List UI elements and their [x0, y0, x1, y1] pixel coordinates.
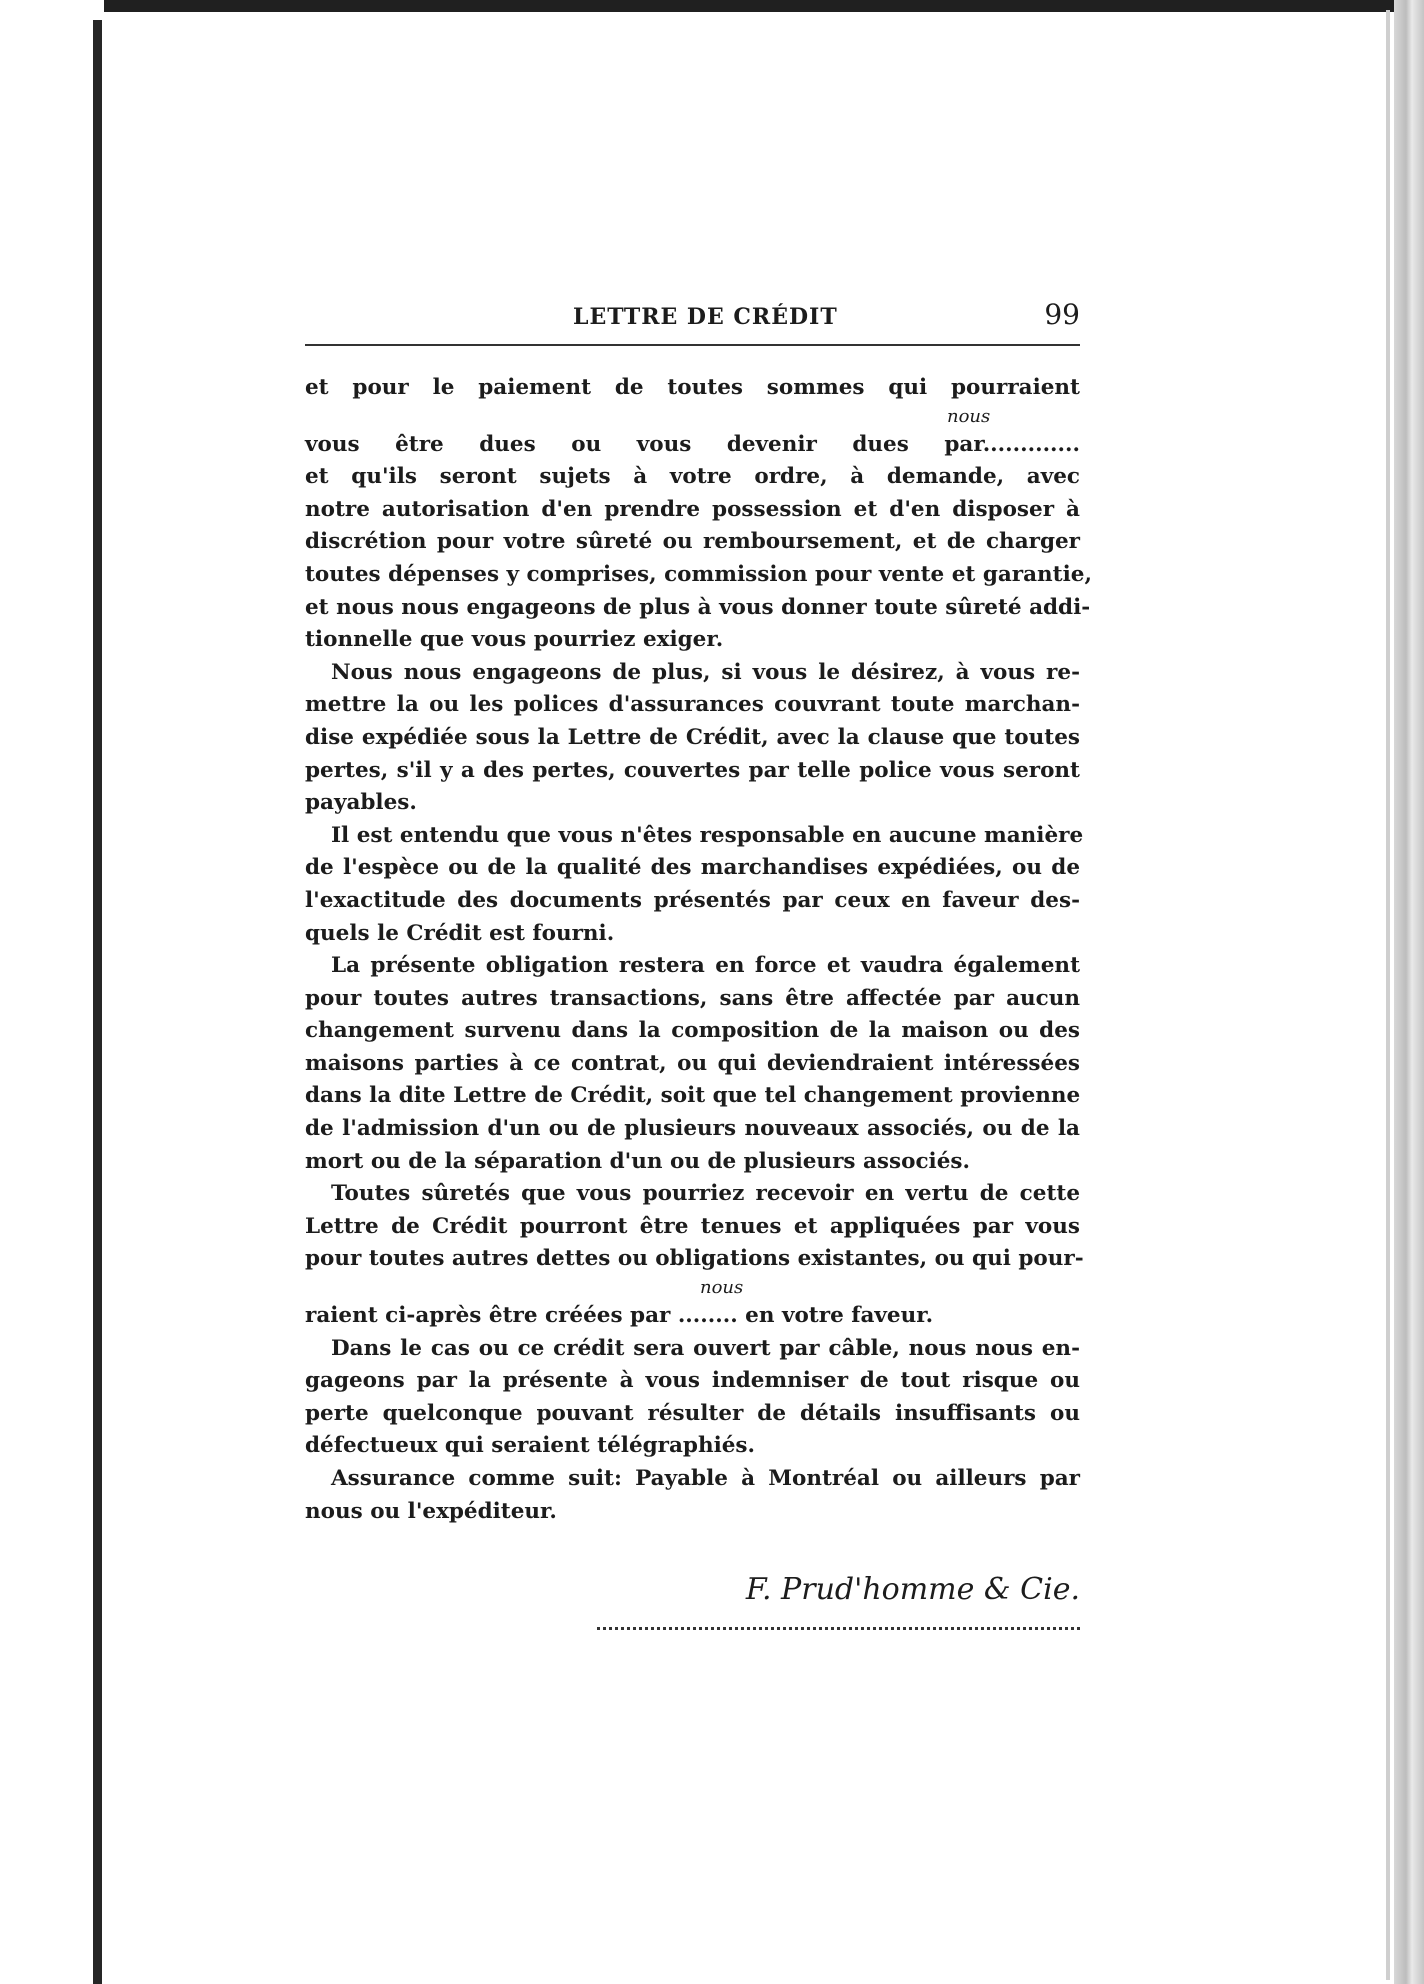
letter-body [305, 372, 1092, 1528]
paragraph-3 [305, 820, 1084, 950]
handwritten-insertion: nous [947, 405, 991, 427]
text-line: quels le Crédit est fourni. [305, 920, 615, 946]
paragraph-2 [305, 657, 1080, 820]
text-line: mettre la ou les polices d'assurances couvrant toute marchan- [305, 692, 1080, 718]
scan-left-margin [0, 0, 104, 1984]
text-line: Dans le cas ou ce crédit sera ouvert par câble, nous nous en- [331, 1335, 1080, 1361]
text-line: défectueux qui seraient télégraphiés. [305, 1433, 756, 1459]
insertion-line [305, 1276, 1080, 1300]
page-number: 99 [1044, 298, 1080, 331]
book-page [305, 0, 1092, 1984]
text-line: discrétion pour votre sûreté ou remboursement, et de charger [305, 529, 1080, 555]
text-line: Assurance comme suit: Payable à Montréal ou ailleurs par [331, 1466, 1080, 1491]
handwritten-insertion: nous [700, 1277, 744, 1299]
text-line: et pour le paiement de toutes sommes qui pourraient [305, 375, 1080, 400]
text-line: de l'espèce ou de la qualité des marchandises expédiées, ou de [305, 855, 1080, 881]
text-line: et nous nous engageons de plus à vous donner toute sûreté addi- [305, 594, 1091, 620]
text-line: Nous nous engageons de plus, si vous le désirez, à vous re- [331, 659, 1080, 685]
signature-dotted-line [597, 1624, 1080, 1630]
paragraph-5 [305, 1178, 1084, 1332]
signature: F. Prud'homme & Cie. [745, 1572, 1080, 1607]
header-rule [305, 344, 1080, 346]
text-line: changement survenu dans la composition de la maison ou des [305, 1018, 1080, 1044]
text-line: Il est entendu que vous n'êtes responsable en aucune manière [331, 822, 1084, 848]
paragraph-1 [305, 372, 1092, 657]
text-line: nous ou l'expéditeur. [305, 1498, 557, 1524]
text-line: mort ou de la séparation d'un ou de plusieurs associés. [305, 1148, 970, 1174]
text-line: notre autorisation d'en prendre possession et d'en disposer à [305, 496, 1080, 522]
text-line: tionnelle que vous pourriez exiger. [305, 627, 724, 653]
text-line: dise expédiée sous la Lettre de Crédit, avec la clause que toutes [305, 724, 1080, 750]
paragraph-7 [305, 1463, 1080, 1528]
page-right-edge [1386, 10, 1390, 1980]
text-line: l'exactitude des documents présentés par ceux en faveur des- [305, 887, 1080, 913]
text-line: gageons par la présente à vous indemniser de tout risque ou [305, 1368, 1080, 1394]
book-binding-edge [93, 20, 102, 1984]
running-title: LETTRE DE CRÉDIT [573, 304, 838, 330]
insertion-line [305, 405, 1080, 429]
text-line: Lettre de Crédit pourront être tenues et appliquées par vous [305, 1213, 1080, 1239]
text-line: dans la dite Lettre de Crédit, soit que tel changement provienne [305, 1083, 1081, 1109]
text-line: La présente obligation restera en force et vaudra également [331, 953, 1080, 979]
text-line: raient ci-après être créées par ........ en votre faveur. [305, 1303, 934, 1329]
page-header [305, 298, 1080, 338]
text-line: maisons parties à ce contrat, ou qui deviendraient intéressées [305, 1050, 1080, 1076]
text-line: pertes, s'il y a des pertes, couvertes par telle police vous seront [305, 757, 1080, 783]
text-line: vous être dues ou vous devenir dues par............. [305, 431, 1080, 457]
text-line: pour toutes autres transactions, sans être affectée par aucun [305, 985, 1080, 1011]
text-line: et qu'ils seront sujets à votre ordre, à demande, avec [305, 464, 1080, 490]
paragraph-4 [305, 950, 1080, 1178]
text-line: Toutes sûretés que vous pourriez recevoir en vertu de cette [331, 1181, 1080, 1207]
paragraph-6 [305, 1333, 1080, 1463]
text-line: payables. [305, 790, 417, 816]
book-page-stack [1394, 0, 1424, 1984]
text-line: de l'admission d'un ou de plusieurs nouveaux associés, ou de la [305, 1116, 1080, 1142]
text-line: toutes dépenses y comprises, commission pour vente et garantie, [305, 561, 1092, 587]
text-line: pour toutes autres dettes ou obligations existantes, ou qui pour- [305, 1246, 1084, 1272]
text-line: perte quelconque pouvant résulter de détails insuffisants ou [305, 1400, 1080, 1426]
